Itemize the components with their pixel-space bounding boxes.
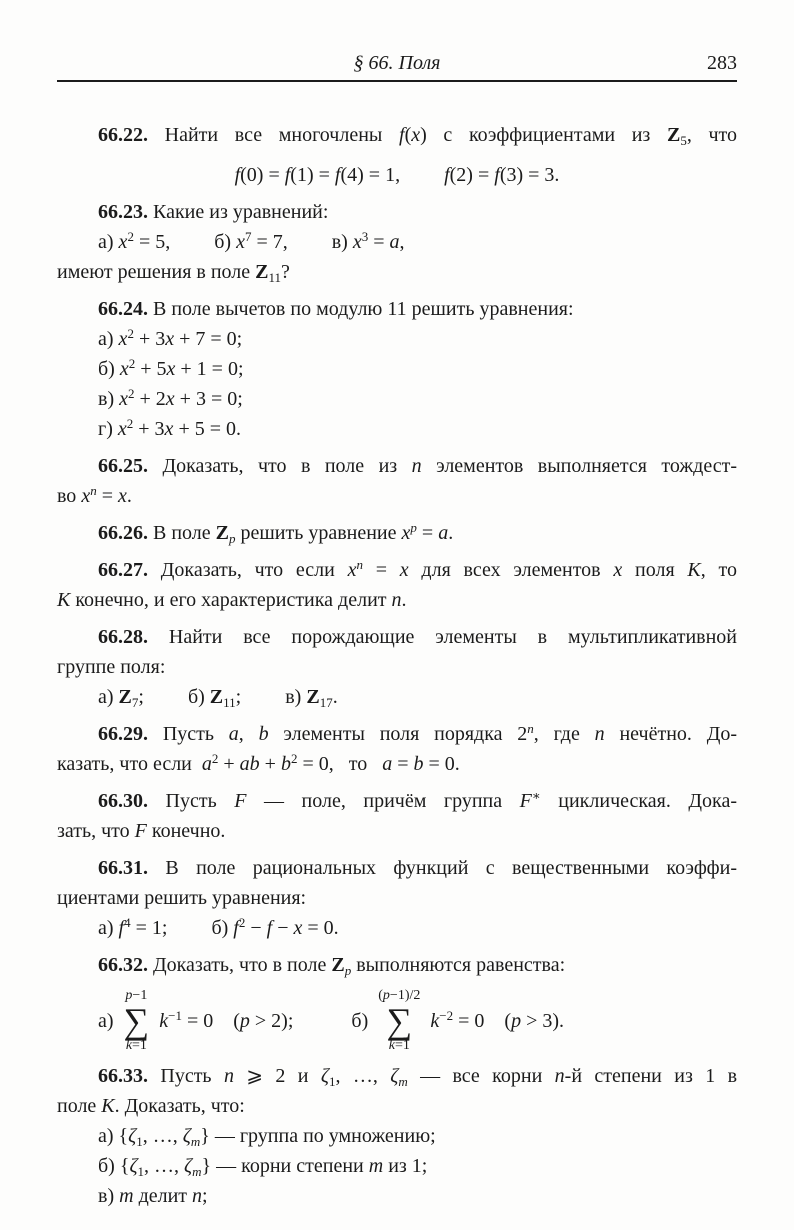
sigma-icon: ∑ — [386, 1001, 413, 1041]
summation-a — [124, 988, 150, 1054]
problem-number: 66.25. — [98, 455, 148, 477]
statement-continuation: циентами решить уравнения: — [57, 887, 307, 909]
problem-statement — [57, 120, 737, 150]
statement-text: Доказать, что в поле из n элементов выполняется тождест- — [162, 455, 737, 477]
problem-number: 66.32. — [98, 954, 148, 976]
problem-66-31 — [57, 853, 737, 943]
statement-continuation: поле K. Доказать, что: — [57, 1095, 245, 1117]
statement-text: Пусть a, b элементы поля порядка 2$^n$, где n нечётно. До- — [162, 721, 738, 745]
page-number: 283 — [707, 52, 737, 74]
problem-item: в) m делит n; — [98, 1185, 208, 1207]
sum-lower-limit: k=1 — [125, 1038, 147, 1053]
page-header — [57, 48, 737, 82]
statement-text: Какие из уравнений: — [153, 201, 329, 223]
problem-66-33 — [57, 1061, 737, 1211]
problem-item: б) {$\zeta_1$, …, $\zeta_m$} — корни степени m из 1; — [98, 1155, 428, 1179]
statement-continuation: во $x^n = x$. — [57, 483, 132, 507]
problem-statement — [57, 853, 737, 883]
problem-item: а) {$\zeta_1$, …, $\zeta_m$} — группа по умножению; — [98, 1125, 436, 1149]
problem-statement — [57, 719, 737, 749]
sum-expression-b: $k^{-2} = 0$ (p > 3). — [430, 1008, 565, 1032]
problem-statement — [57, 555, 737, 585]
problem-66-24 — [57, 294, 737, 444]
problem-statement — [57, 451, 737, 481]
statement-continuation: казать, что если $a^2$ + ab + $b^2 = 0$, то a = b = 0. — [57, 751, 460, 775]
problem-66-32 — [57, 950, 737, 1054]
problem-item: а) $x^2 + 3x + 7 = 0$; — [98, 326, 243, 350]
problem-statement — [57, 1061, 737, 1091]
problem-number: 66.29. — [98, 723, 148, 745]
summation-b — [378, 988, 420, 1054]
problem-number: 66.28. — [98, 626, 148, 648]
section-title: § 66. Поля — [353, 52, 441, 74]
sum-expression-a: $k^{-1} = 0$ (p > 2); — [159, 1008, 294, 1032]
statement-text: В поле вычетов по модулю 11 решить уравнения: — [153, 298, 574, 320]
problem-66-25 — [57, 451, 737, 511]
problem-items: а) $Z_7$; б) $Z_{11}$; в) $Z_{17}$. — [98, 686, 338, 710]
item-label-a: а) — [98, 1010, 114, 1032]
problem-66-22 — [57, 120, 737, 190]
problem-item: б) $x^2 + 5x + 1 = 0$; — [98, 356, 244, 380]
problem-number: 66.22. — [98, 124, 148, 146]
statement-text: Найти все порождающие элементы в мультипликативной — [168, 626, 737, 648]
sigma-icon: ∑ — [123, 1001, 150, 1041]
statement-text: Доказать, что если $x^n = x$ для всех элементов x поля K, то — [160, 557, 738, 581]
statement-continuation: зать, что F конечно. — [57, 820, 226, 842]
problem-statement — [57, 950, 737, 980]
problem-statement — [57, 518, 737, 548]
problem-66-26 — [57, 518, 737, 548]
statement-text: Доказать, что в поле $Z_p$ выполняются равенства: — [153, 954, 566, 978]
problem-number: 66.30. — [98, 790, 148, 812]
problem-display-math — [57, 988, 737, 1054]
problem-items: а) $x^2 = 5$, б) $x^7 = 7$, в) $x^3 = a$, — [98, 229, 405, 253]
statement-continuation: имеют решения в поле $Z_{11}$? — [57, 261, 290, 285]
problem-66-23 — [57, 197, 737, 287]
statement-text: Найти все многочлены f(x) с коэффициентами из $Z_5$, что — [164, 124, 738, 148]
problems-list — [57, 120, 737, 1211]
item-label-b: б) — [351, 1010, 369, 1032]
problem-66-29 — [57, 719, 737, 779]
statement-continuation: группе поля: — [57, 656, 166, 678]
sum-upper-limit: (p−1)/2 — [378, 988, 421, 1003]
problem-66-28 — [57, 622, 737, 712]
problem-number: 66.27. — [98, 559, 148, 581]
problem-number: 66.23. — [98, 201, 148, 223]
problem-items: а) $f^4 = 1$; б) $f^2 - f - x = 0$. — [98, 915, 339, 939]
problem-number: 66.26. — [98, 522, 148, 544]
problem-statement — [57, 786, 737, 816]
statement-text: Пусть n ⩾ 2 и $\zeta_1$, …, $\zeta_m$ — все корни n-й степени из 1 в — [160, 1065, 738, 1089]
book-page — [57, 48, 737, 1211]
problem-number: 66.24. — [98, 298, 148, 320]
problem-66-30 — [57, 786, 737, 846]
statement-text: Пусть F — поле, причём группа F∗ циклическая. Дока- — [165, 788, 738, 812]
problem-statement — [57, 622, 737, 652]
problem-number: 66.33. — [98, 1065, 148, 1087]
problem-formula: f(0) = f(1) = f(4) = 1, f(2) = f(3) = 3. — [234, 164, 560, 186]
statement-text: В поле $Z_p$ решить уравнение $x^p = a$. — [153, 520, 454, 546]
problem-statement — [57, 197, 737, 227]
statement-continuation: K конечно, и его характеристика делит n. — [57, 589, 407, 611]
sum-upper-limit: p−1 — [125, 988, 148, 1003]
statement-text: В поле рациональных функций с вещественными коэффи- — [165, 857, 737, 879]
problem-item: в) $x^2 + 2x + 3 = 0$; — [98, 386, 243, 410]
sum-lower-limit: k=1 — [388, 1038, 410, 1053]
problem-66-27 — [57, 555, 737, 615]
problem-number: 66.31. — [98, 857, 148, 879]
problem-statement — [57, 294, 737, 324]
problem-item: г) $x^2 + 3x + 5 = 0$. — [98, 416, 241, 440]
